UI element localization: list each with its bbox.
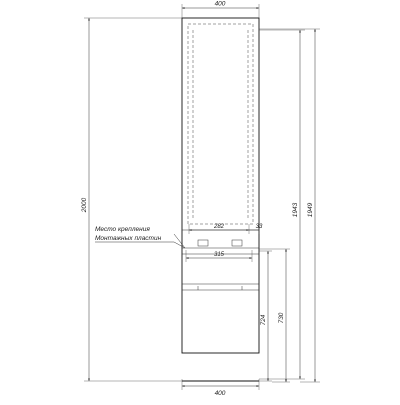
dim-top-width-label: 400	[214, 0, 226, 8]
dim-inner-33-label: 33	[255, 224, 263, 230]
dim-height-730-label: 730	[278, 312, 285, 324]
dim-inner-282-label: 282	[213, 224, 225, 230]
mounting-note-leader-2	[174, 234, 185, 248]
mounting-note-line1: Место крепления	[95, 226, 150, 233]
dim-total-height	[81, 18, 182, 381]
dim-height-724-label: 724	[260, 314, 267, 326]
dim-bottom-width	[182, 379, 259, 397]
dim-bottom-width-label: 400	[214, 390, 226, 397]
dim-height-724	[259, 251, 272, 381]
mounting-plate-left	[198, 240, 208, 246]
dim-inner-315	[186, 250, 252, 262]
mounting-note-leader	[95, 242, 185, 248]
dim-top-width	[182, 1, 259, 19]
dim-height-1949-label: 1949	[307, 202, 314, 218]
cabinet-outline	[182, 18, 259, 353]
dim-inner-282	[189, 224, 263, 234]
mounting-plate-right	[232, 240, 242, 246]
dim-height-1943-label: 1943	[292, 202, 299, 218]
dim-total-height-label: 2000	[81, 197, 88, 213]
cabinet-body	[182, 18, 259, 353]
dim-inner-315-label: 315	[213, 252, 225, 258]
mounting-note-line2: Монтажных пластин	[95, 235, 162, 242]
mounting-note	[95, 226, 185, 248]
dim-height-1943	[259, 30, 305, 379]
upper-door-dashed	[188, 24, 253, 224]
